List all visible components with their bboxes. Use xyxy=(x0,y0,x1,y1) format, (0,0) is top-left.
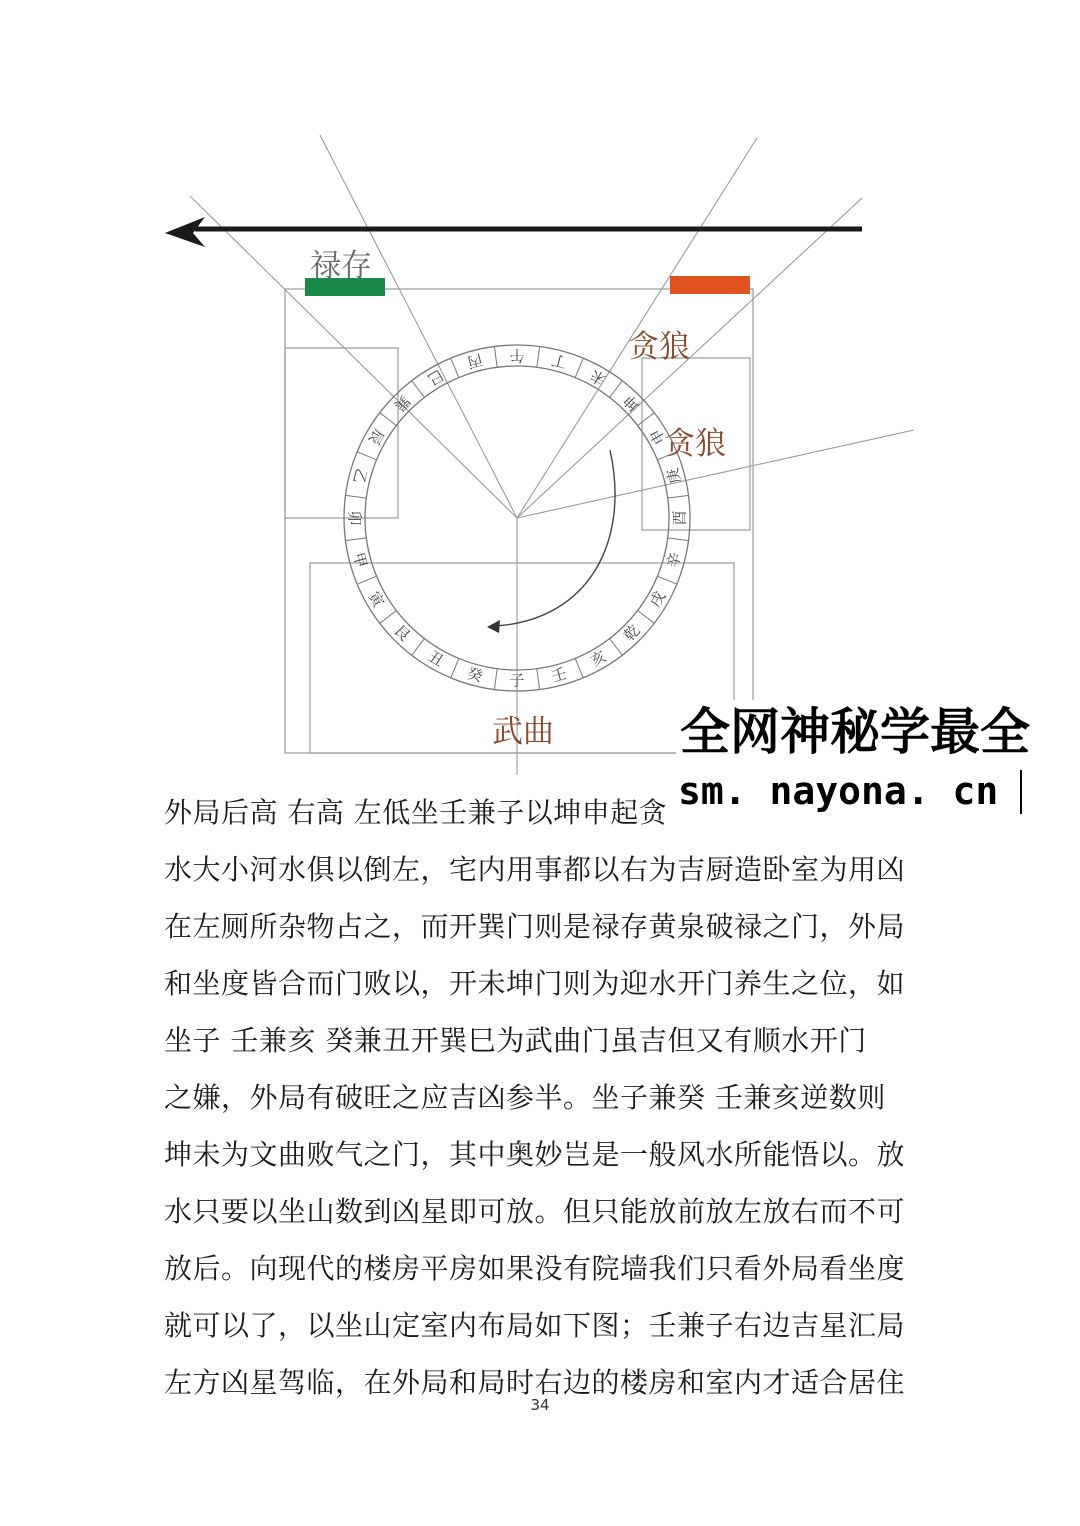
body-line: 外局后高 右高 左低坐壬兼子以坤申起贪 xyxy=(164,796,668,829)
compass-ring-label: 巽 xyxy=(390,391,414,415)
flow-arrow-head xyxy=(487,620,500,633)
label-tanlang-right: 贪狼 xyxy=(664,426,726,462)
compass-ring-label: 丁 xyxy=(549,350,569,372)
compass-ring-label: 子 xyxy=(509,671,525,690)
compass-ring-label: 丙 xyxy=(465,350,485,372)
compass-ring-label: 辛 xyxy=(663,550,685,570)
water-flow-arrowhead xyxy=(165,217,205,247)
body-line: 就可以了，以坐山定室内布局如下图；壬兼子右边吉星汇局 xyxy=(164,1309,906,1342)
body-line: 水大小河水俱以倒左，宅内用事都以右为吉厨造卧室为用凶 xyxy=(164,853,906,886)
body-line: 在左厕所杂物占之，而开巽门则是禄存黄泉破禄之门，外局 xyxy=(164,910,906,943)
body-line: 之嫌，外局有破旺之应吉凶参半。坐子兼癸 壬兼亥逆数则 xyxy=(164,1081,886,1114)
label-tanlang-top: 贪狼 xyxy=(628,329,690,365)
watermark-overlay xyxy=(676,700,1080,826)
compass-ring-label: 亥 xyxy=(587,647,610,671)
compass-ring-label: 未 xyxy=(587,365,610,389)
watermark-title: 全网神秘学最全 xyxy=(680,703,1030,761)
compass-ring-label: 申 xyxy=(646,425,670,448)
compass-ring-label: 巳 xyxy=(424,365,447,389)
compass-ring-label: 艮 xyxy=(390,621,414,645)
label-lucun: 禄存 xyxy=(310,248,372,284)
compass-ring-label: 戌 xyxy=(646,588,670,611)
body-line: 左方凶星驾临，在外局和局时右边的楼房和室内才适合居住 xyxy=(164,1366,906,1399)
compass-ring-label: 甲 xyxy=(349,550,371,570)
body-line: 和坐度皆合而门败以，开未坤门则为迎水开门养生之位，如 xyxy=(164,967,906,1000)
body-text xyxy=(164,784,924,1411)
compass-ring-label: 乙 xyxy=(349,466,371,486)
label-wuqu: 武曲 xyxy=(492,714,554,750)
body-line: 放后。向现代的楼房平房如果没有院墙我们只看外局看坐度 xyxy=(164,1252,906,1285)
compass-ring-label: 午 xyxy=(509,346,525,365)
compass-ring-label: 坤 xyxy=(620,391,644,415)
compass-ring-label: 辰 xyxy=(364,425,388,448)
body-line: 坐子 壬兼亥 癸兼丑开巽巳为武曲门虽吉但又有顺水开门 xyxy=(164,1024,867,1057)
body-line: 水只要以坐山数到凶星即可放。但只能放前放左放右而不可 xyxy=(164,1195,906,1228)
compass-ring-label: 癸 xyxy=(465,664,485,686)
text-cursor xyxy=(1020,770,1022,814)
compass-ring-label: 壬 xyxy=(549,664,569,686)
compass-ring-label: 酉 xyxy=(670,510,689,526)
body-line: 坤未为文曲败气之门，其中奥妙岂是一般风水所能悟以。放 xyxy=(164,1138,906,1171)
page-number: 34 xyxy=(530,1396,550,1414)
watermark-url: sm. nayona. cn xyxy=(678,769,999,813)
flow-arrow-curve xyxy=(495,450,615,626)
compass-ring-label: 卯 xyxy=(345,510,364,526)
compass-ring-label: 庚 xyxy=(663,466,685,486)
compass-ring-label: 丑 xyxy=(424,647,447,671)
compass-ring-label: 乾 xyxy=(620,621,644,645)
tanlang-marker-bar xyxy=(670,276,750,294)
compass-ring-label: 寅 xyxy=(364,588,388,611)
